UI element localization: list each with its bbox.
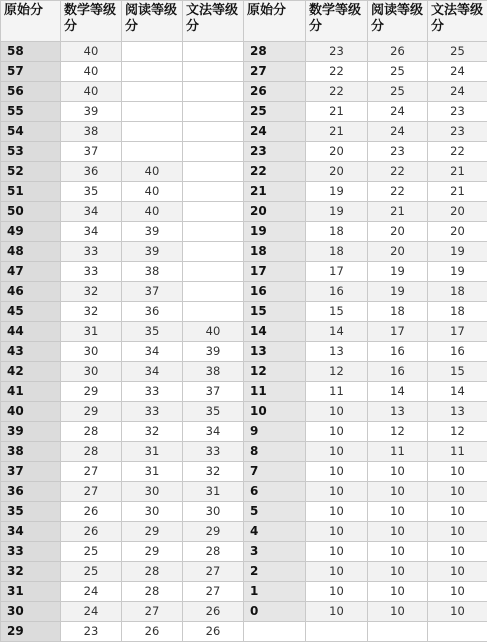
math-grade-cell-right: 19 [306,182,368,202]
table-row [1,322,487,342]
reading-grade-cell-left [122,82,183,102]
raw-score-cell-right: 7 [244,462,306,482]
reading-grade-cell-left [122,42,183,62]
math-grade-cell-left: 25 [61,562,122,582]
reading-grade-cell-left: 39 [122,242,183,262]
raw-score-cell-right: 17 [244,262,306,282]
reading-grade-cell-left: 40 [122,162,183,182]
table-row [1,42,487,62]
raw-score-cell-right: 5 [244,502,306,522]
math-grade-cell-left: 40 [61,82,122,102]
grammar-grade-cell-left: 31 [183,482,244,502]
table-row [1,82,487,102]
reading-grade-cell-right: 13 [368,402,428,422]
raw-score-cell-right: 23 [244,142,306,162]
grammar-grade-cell-right: 10 [428,482,487,502]
reading-grade-cell-right: 14 [368,382,428,402]
math-grade-cell-right: 23 [306,42,368,62]
grammar-grade-cell-left: 30 [183,502,244,522]
grammar-grade-cell-left [183,162,244,182]
math-grade-cell-left: 30 [61,362,122,382]
math-grade-cell-right: 22 [306,62,368,82]
reading-grade-cell-right: 19 [368,282,428,302]
table-row [1,482,487,502]
math-grade-cell-left: 26 [61,502,122,522]
reading-grade-cell-right: 10 [368,502,428,522]
raw-score-cell-right: 28 [244,42,306,62]
math-grade-cell-right: 14 [306,322,368,342]
grammar-grade-cell-right: 24 [428,62,487,82]
raw-score-cell-left: 44 [1,322,61,342]
raw-score-cell-right: 0 [244,602,306,622]
grammar-grade-cell-left: 35 [183,402,244,422]
grammar-grade-cell-left: 37 [183,382,244,402]
reading-grade-cell-right: 10 [368,562,428,582]
reading-grade-cell-right: 10 [368,582,428,602]
reading-grade-cell-left [122,142,183,162]
header-reading-grade-right: 阅读等级分 [368,1,428,42]
raw-score-cell-left: 33 [1,542,61,562]
math-grade-cell-left: 31 [61,322,122,342]
raw-score-cell-right: 24 [244,122,306,142]
reading-grade-cell-right: 23 [368,142,428,162]
grammar-grade-cell-left [183,122,244,142]
math-grade-cell-left: 32 [61,282,122,302]
table-row [1,382,487,402]
reading-grade-cell-left: 31 [122,462,183,482]
raw-score-cell-right: 9 [244,422,306,442]
grammar-grade-cell-right: 14 [428,382,487,402]
reading-grade-cell-right: 11 [368,442,428,462]
reading-grade-cell-right: 22 [368,182,428,202]
raw-score-cell-right: 21 [244,182,306,202]
math-grade-cell-left: 34 [61,222,122,242]
grammar-grade-cell-left: 32 [183,462,244,482]
grammar-grade-cell-right: 12 [428,422,487,442]
raw-score-cell-left: 42 [1,362,61,382]
reading-grade-cell-right: 25 [368,82,428,102]
reading-grade-cell-right: 20 [368,242,428,262]
raw-score-cell-left: 40 [1,402,61,422]
reading-grade-cell-left: 36 [122,302,183,322]
table-row [1,302,487,322]
raw-score-cell-right: 15 [244,302,306,322]
reading-grade-cell-right: 25 [368,62,428,82]
header-math-grade-left: 数学等级分 [61,1,122,42]
grammar-grade-cell-left [183,182,244,202]
table-row [1,282,487,302]
raw-score-cell-right: 12 [244,362,306,382]
raw-score-cell-left: 37 [1,462,61,482]
reading-grade-cell-left [122,62,183,82]
math-grade-cell-right: 12 [306,362,368,382]
grammar-grade-cell-right: 16 [428,342,487,362]
math-grade-cell-left: 29 [61,382,122,402]
header-raw-score-right: 原始分 [244,1,306,42]
grammar-grade-cell-left: 38 [183,362,244,382]
raw-score-cell-right: 13 [244,342,306,362]
math-grade-cell-left: 27 [61,462,122,482]
math-grade-cell-right: 13 [306,342,368,362]
grammar-grade-cell-left [183,82,244,102]
reading-grade-cell-right: 18 [368,302,428,322]
reading-grade-cell-left [122,122,183,142]
math-grade-cell-right: 21 [306,122,368,142]
table-row [1,62,487,82]
math-grade-cell-right: 19 [306,202,368,222]
reading-grade-cell-left: 35 [122,322,183,342]
reading-grade-cell-right: 10 [368,542,428,562]
math-grade-cell-left: 30 [61,342,122,362]
raw-score-cell-right: 27 [244,62,306,82]
reading-grade-cell-left: 37 [122,282,183,302]
raw-score-cell-left: 36 [1,482,61,502]
table-row [1,362,487,382]
math-grade-cell-right: 10 [306,582,368,602]
reading-grade-cell-left: 40 [122,202,183,222]
math-grade-cell-left: 28 [61,422,122,442]
grammar-grade-cell-left: 39 [183,342,244,362]
raw-score-cell-right: 1 [244,582,306,602]
reading-grade-cell-right: 12 [368,422,428,442]
grammar-grade-cell-right: 20 [428,222,487,242]
math-grade-cell-left: 26 [61,522,122,542]
math-grade-cell-left: 35 [61,182,122,202]
raw-score-cell-right: 16 [244,282,306,302]
math-grade-cell-right: 15 [306,302,368,322]
table-row [1,562,487,582]
table-row [1,402,487,422]
reading-grade-cell-right: 19 [368,262,428,282]
reading-grade-cell-right: 26 [368,42,428,62]
math-grade-cell-right: 18 [306,222,368,242]
table-row [1,202,487,222]
grammar-grade-cell-right: 23 [428,102,487,122]
grammar-grade-cell-left [183,222,244,242]
raw-score-cell-right: 8 [244,442,306,462]
grammar-grade-cell-right: 24 [428,82,487,102]
raw-score-cell-left: 53 [1,142,61,162]
math-grade-cell-right: 18 [306,242,368,262]
table-row [1,582,487,602]
grammar-grade-cell-right: 10 [428,582,487,602]
math-grade-cell-left: 24 [61,582,122,602]
grammar-grade-cell-right: 20 [428,202,487,222]
grammar-grade-cell-right: 18 [428,302,487,322]
reading-grade-cell-left: 28 [122,562,183,582]
raw-score-cell-left: 31 [1,582,61,602]
reading-grade-cell-right: 20 [368,222,428,242]
raw-score-cell-right: 18 [244,242,306,262]
grammar-grade-cell-left [183,242,244,262]
grammar-grade-cell-left [183,202,244,222]
table-row [1,122,487,142]
reading-grade-cell-left: 27 [122,602,183,622]
reading-grade-cell-left: 30 [122,502,183,522]
grammar-grade-cell-left: 40 [183,322,244,342]
math-grade-cell-left: 38 [61,122,122,142]
raw-score-cell-right: 11 [244,382,306,402]
grammar-grade-cell-right: 19 [428,262,487,282]
math-grade-cell-right: 10 [306,402,368,422]
table-row [1,542,487,562]
math-grade-cell-left: 33 [61,262,122,282]
raw-score-cell-left: 38 [1,442,61,462]
raw-score-cell-right: 2 [244,562,306,582]
raw-score-cell-left: 34 [1,522,61,542]
math-grade-cell-right: 16 [306,282,368,302]
reading-grade-cell-left: 29 [122,522,183,542]
raw-score-cell-right: 20 [244,202,306,222]
raw-score-cell-right: 19 [244,222,306,242]
grammar-grade-cell-right: 10 [428,522,487,542]
reading-grade-cell-left: 40 [122,182,183,202]
raw-score-cell-left: 35 [1,502,61,522]
reading-grade-cell-right: 17 [368,322,428,342]
table-row [1,182,487,202]
reading-grade-cell-left: 34 [122,342,183,362]
math-grade-cell-left: 40 [61,42,122,62]
header-raw-score-left: 原始分 [1,1,61,42]
header-grammar-grade-left: 文法等级分 [183,1,244,42]
raw-score-cell-left: 54 [1,122,61,142]
grammar-grade-cell-left [183,282,244,302]
grammar-grade-cell-right: 10 [428,502,487,522]
raw-score-cell-left: 29 [1,622,61,642]
grammar-grade-cell-right: 15 [428,362,487,382]
math-grade-cell-left: 23 [61,622,122,642]
grammar-grade-cell-left [183,262,244,282]
grammar-grade-cell-left: 26 [183,602,244,622]
grammar-grade-cell-right: 22 [428,142,487,162]
grammar-grade-cell-left: 27 [183,582,244,602]
table-row [1,342,487,362]
raw-score-cell-right: 3 [244,542,306,562]
raw-score-cell-left: 41 [1,382,61,402]
math-grade-cell-left: 27 [61,482,122,502]
math-grade-cell-left: 33 [61,242,122,262]
raw-score-cell-right: 4 [244,522,306,542]
grammar-grade-cell-left [183,62,244,82]
reading-grade-cell-left: 30 [122,482,183,502]
grammar-grade-cell-right: 18 [428,282,487,302]
grammar-grade-cell-left: 26 [183,622,244,642]
reading-grade-cell-left: 34 [122,362,183,382]
reading-grade-cell-right: 10 [368,462,428,482]
table-row [1,102,487,122]
table-row [1,502,487,522]
raw-score-cell-left: 58 [1,42,61,62]
header-math-grade-right: 数学等级分 [306,1,368,42]
math-grade-cell-left: 28 [61,442,122,462]
raw-score-cell-left: 30 [1,602,61,622]
grammar-grade-cell-left: 34 [183,422,244,442]
table-row [1,262,487,282]
grammar-grade-cell-right: 23 [428,122,487,142]
math-grade-cell-left: 32 [61,302,122,322]
math-grade-cell-right [306,622,368,642]
math-grade-cell-right: 10 [306,562,368,582]
grammar-grade-cell-right: 17 [428,322,487,342]
math-grade-cell-left: 25 [61,542,122,562]
raw-score-cell-left: 50 [1,202,61,222]
grammar-grade-cell-right [428,622,487,642]
math-grade-cell-right: 10 [306,462,368,482]
grammar-grade-cell-right: 21 [428,162,487,182]
raw-score-cell-left: 32 [1,562,61,582]
math-grade-cell-right: 10 [306,482,368,502]
raw-score-cell-right: 14 [244,322,306,342]
raw-score-cell-left: 52 [1,162,61,182]
math-grade-cell-right: 21 [306,102,368,122]
grammar-grade-cell-right: 11 [428,442,487,462]
table-row [1,522,487,542]
grammar-grade-cell-right: 13 [428,402,487,422]
math-grade-cell-right: 10 [306,602,368,622]
reading-grade-cell-right: 21 [368,202,428,222]
raw-score-cell-right: 22 [244,162,306,182]
math-grade-cell-right: 20 [306,142,368,162]
grammar-grade-cell-right: 10 [428,542,487,562]
math-grade-cell-left: 34 [61,202,122,222]
reading-grade-cell-left: 26 [122,622,183,642]
grammar-grade-cell-right: 10 [428,602,487,622]
reading-grade-cell-left: 32 [122,422,183,442]
reading-grade-cell-left: 29 [122,542,183,562]
table-row [1,462,487,482]
grammar-grade-cell-left: 33 [183,442,244,462]
reading-grade-cell-right: 10 [368,482,428,502]
header-reading-grade-left: 阅读等级分 [122,1,183,42]
reading-grade-cell-left: 33 [122,382,183,402]
raw-score-cell-left: 49 [1,222,61,242]
reading-grade-cell-right: 24 [368,102,428,122]
raw-score-cell-right: 26 [244,82,306,102]
math-grade-cell-left: 24 [61,602,122,622]
raw-score-cell-left: 46 [1,282,61,302]
math-grade-cell-left: 37 [61,142,122,162]
table-row [1,442,487,462]
reading-grade-cell-right [368,622,428,642]
table-row [1,242,487,262]
raw-score-cell-left: 55 [1,102,61,122]
reading-grade-cell-right: 10 [368,522,428,542]
reading-grade-cell-right: 22 [368,162,428,182]
raw-score-cell-left: 43 [1,342,61,362]
reading-grade-cell-left: 31 [122,442,183,462]
grammar-grade-cell-left: 28 [183,542,244,562]
raw-score-cell-left: 39 [1,422,61,442]
grammar-grade-cell-right: 10 [428,462,487,482]
grammar-grade-cell-right: 21 [428,182,487,202]
reading-grade-cell-right: 10 [368,602,428,622]
grammar-grade-cell-right: 10 [428,562,487,582]
raw-score-cell-left: 56 [1,82,61,102]
table-row [1,222,487,242]
math-grade-cell-right: 11 [306,382,368,402]
table-row [1,602,487,622]
raw-score-cell-right: 10 [244,402,306,422]
grammar-grade-cell-right: 19 [428,242,487,262]
table-row [1,162,487,182]
raw-score-cell-left: 45 [1,302,61,322]
table-row [1,622,487,642]
math-grade-cell-right: 17 [306,262,368,282]
reading-grade-cell-right: 16 [368,362,428,382]
grammar-grade-cell-left [183,302,244,322]
math-grade-cell-right: 10 [306,542,368,562]
grammar-grade-cell-left [183,142,244,162]
math-grade-cell-left: 40 [61,62,122,82]
raw-score-cell-right: 6 [244,482,306,502]
reading-grade-cell-left: 33 [122,402,183,422]
raw-score-cell-left: 47 [1,262,61,282]
math-grade-cell-left: 29 [61,402,122,422]
reading-grade-cell-left [122,102,183,122]
math-grade-cell-right: 10 [306,442,368,462]
grammar-grade-cell-right: 25 [428,42,487,62]
grammar-grade-cell-left: 27 [183,562,244,582]
raw-score-cell-right [244,622,306,642]
reading-grade-cell-left: 38 [122,262,183,282]
grammar-grade-cell-left: 29 [183,522,244,542]
math-grade-cell-left: 36 [61,162,122,182]
reading-grade-cell-left: 39 [122,222,183,242]
grammar-grade-cell-left [183,42,244,62]
table-body [1,42,487,642]
math-grade-cell-right: 10 [306,422,368,442]
grammar-grade-cell-left [183,102,244,122]
table-row [1,422,487,442]
reading-grade-cell-right: 24 [368,122,428,142]
math-grade-cell-right: 20 [306,162,368,182]
math-grade-cell-left: 39 [61,102,122,122]
math-grade-cell-right: 10 [306,522,368,542]
reading-grade-cell-left: 28 [122,582,183,602]
header-row [1,1,487,42]
raw-score-cell-left: 57 [1,62,61,82]
header-grammar-grade-right: 文法等级分 [428,1,487,42]
raw-score-cell-left: 51 [1,182,61,202]
table-row [1,142,487,162]
raw-score-cell-right: 25 [244,102,306,122]
raw-score-cell-left: 48 [1,242,61,262]
reading-grade-cell-right: 16 [368,342,428,362]
math-grade-cell-right: 10 [306,502,368,522]
math-grade-cell-right: 22 [306,82,368,102]
